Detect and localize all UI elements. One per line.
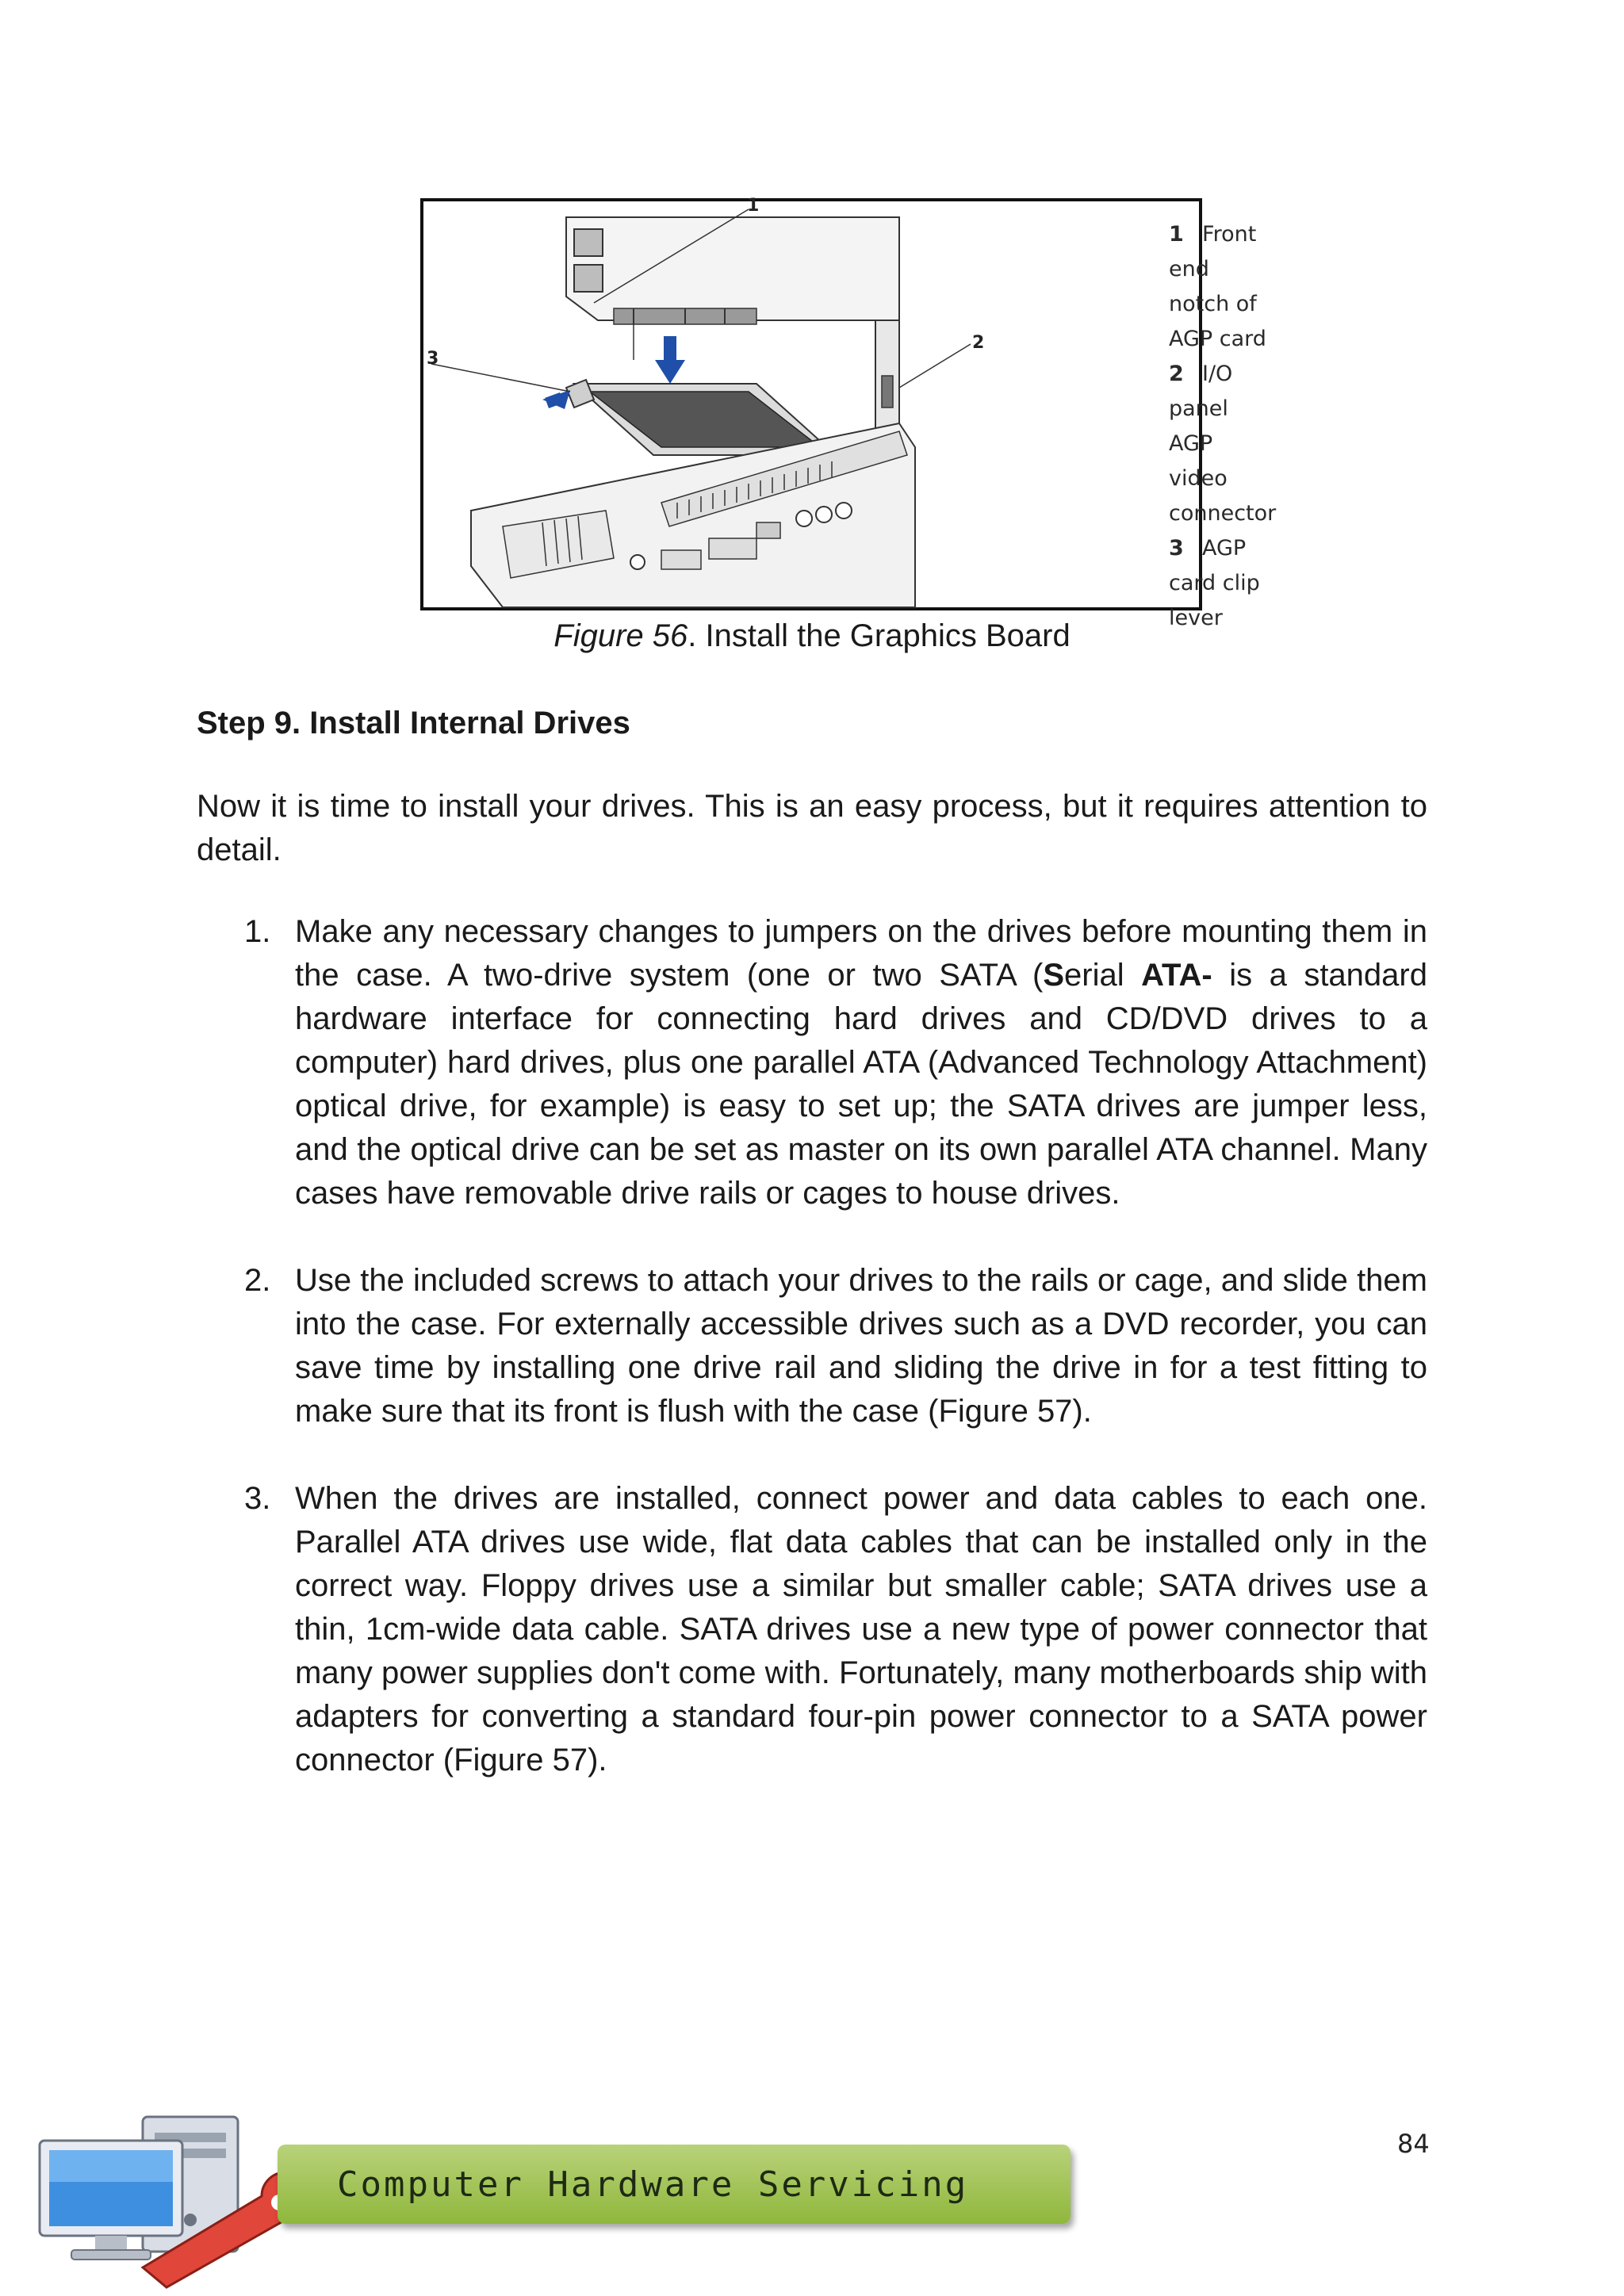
callout-3-label: 3 [427,349,439,369]
figure-legend [1169,217,1276,636]
list-item: 2. Use the included screws to attach your drives to the rails or cage, and slide them into the case. For externally accessible drives such as a DVD recorder, you can save time by installing one drive rail and sliding the drive in for a test fitting to make sure that its front is flush with the case (Figure 57). [197,1259,1427,1433]
callout-2-label: 2 [972,333,985,353]
steps-list [197,910,1427,1826]
list-marker: 1. [244,914,271,949]
figure-56-illustration [420,196,1277,630]
list-marker: 2. [244,1263,271,1298]
figure-caption-label: Figure 56 [553,618,688,653]
step-heading: Step 9. Install Internal Drives [197,706,630,740]
list-item: 1. Make any necessary changes to jumpers on the drives before mounting them in the case. A two-drive system (one or two SATA (Serial ATA- is a standard hardware interface for connecting hard drives and CD/DVD drives to a computer) hard drives, plus one parallel ATA (Advanced Technology Attachment) optical drive, for example) is easy to set up; the SATA drives are jumper less, and the optical drive can be set as master on its own parallel ATA channel. Many cases have removable drive rails or cages to house drives. [197,910,1427,1215]
computer-wrench-logo-icon [24,2109,309,2275]
list-marker: 3. [244,1481,271,1516]
agp-card-installation-drawing [423,196,1199,607]
figure-caption [0,618,1624,654]
callout-1-label: 1 [747,196,760,216]
page-number: 84 [1397,2129,1430,2159]
legend-item: 3 AGP card clip lever [1169,536,1260,630]
footer-banner [24,2109,1078,2275]
legend-item: 1 Front end notch of AGP card [1169,222,1266,351]
list-item: 3. When the drives are installed, connect power and data cables to each one. Parallel ATA drives use wide, flat data cables that can be installed only in the correct way. Floppy drives use a similar but smaller cable; SATA drives use a thin, 1cm-wide data cable. SATA drives use a new type of power connector that many power supplies don't come with. Fortunately, many motherboards ship with adapters for converting a standard four-pin power connector to a SATA power connector (Figure 57). [197,1477,1427,1782]
footer-title: Computer Hardware Servicing [337,2164,969,2205]
intro-paragraph: Now it is time to install your drives. This is an easy process, but it requires attention to detail. [197,789,1427,867]
figure-caption-text: . Install the Graphics Board [688,618,1071,653]
legend-item: 2 I/O panel AGP video connector [1169,362,1277,526]
